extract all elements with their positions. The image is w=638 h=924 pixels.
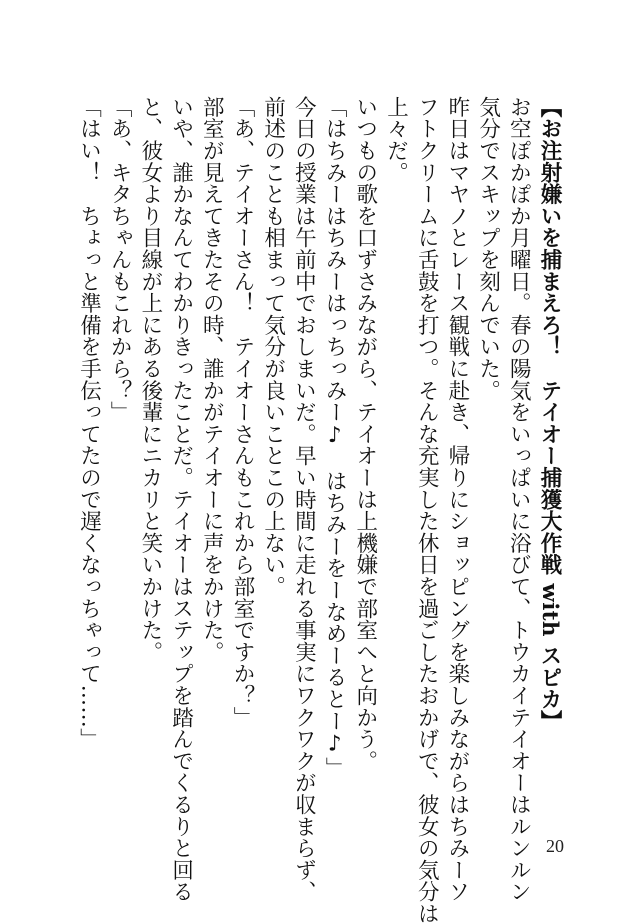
text-line: 昨日はマヤノとレース観戦に赴き、帰りにショッピングを楽しみながらはちみーソ: [444, 96, 470, 903]
text-line: 「あ、テイオーさん！ テイオーさんもこれから部室ですか？」: [229, 96, 255, 729]
text-line: いつもの歌を口ずさみながら、テイオーは上機嫌で部室へと向かう。: [352, 96, 378, 772]
text-line: 気分でスキップを刻んでいた。: [475, 96, 501, 402]
chapter-title: 【お注射嫌いを捕まえろ！ テイオー捕獲大作戦 with スピカ】: [537, 96, 562, 732]
text-line: 今日の授業は午前中でおしまいだ。早い時間に走れる事実にワクワクが収まらず、: [291, 96, 317, 903]
text-line: 上々だ。: [383, 96, 409, 184]
text-line: 「あ、キタちゃんもこれから？」: [107, 96, 133, 423]
text-line: と、彼女より目線が上にある後輩にニカリと笑いかけた。: [137, 96, 163, 663]
text-line: 部室が見えてきたその時、誰かがテイオーに声をかけた。: [199, 96, 225, 663]
page-number: 20: [546, 836, 564, 856]
text-line: お空ぽかぽか月曜日。春の陽気をいっぱいに浴びて、トウカイテイオーはルンルン: [506, 96, 532, 903]
text-line: いや、誰かなんてわかりきったことだ。テイオーはステップを踏んでくるりと回る: [168, 96, 194, 903]
text-line: 「はちみーはちみーはっちっみー♪ はちみーをーなめーるとー♪」: [322, 96, 348, 779]
text-line: 前述のことも相まって気分が良いことこの上ない。: [260, 96, 286, 598]
text-line: 「はい！ ちょっと準備を手伝ってたので遅くなっちゃって……」: [76, 96, 102, 750]
text-line: フトクリームに舌鼓を打つ。そんな充実した休日を過ごしたおかげで、彼女の気分は: [414, 96, 440, 924]
